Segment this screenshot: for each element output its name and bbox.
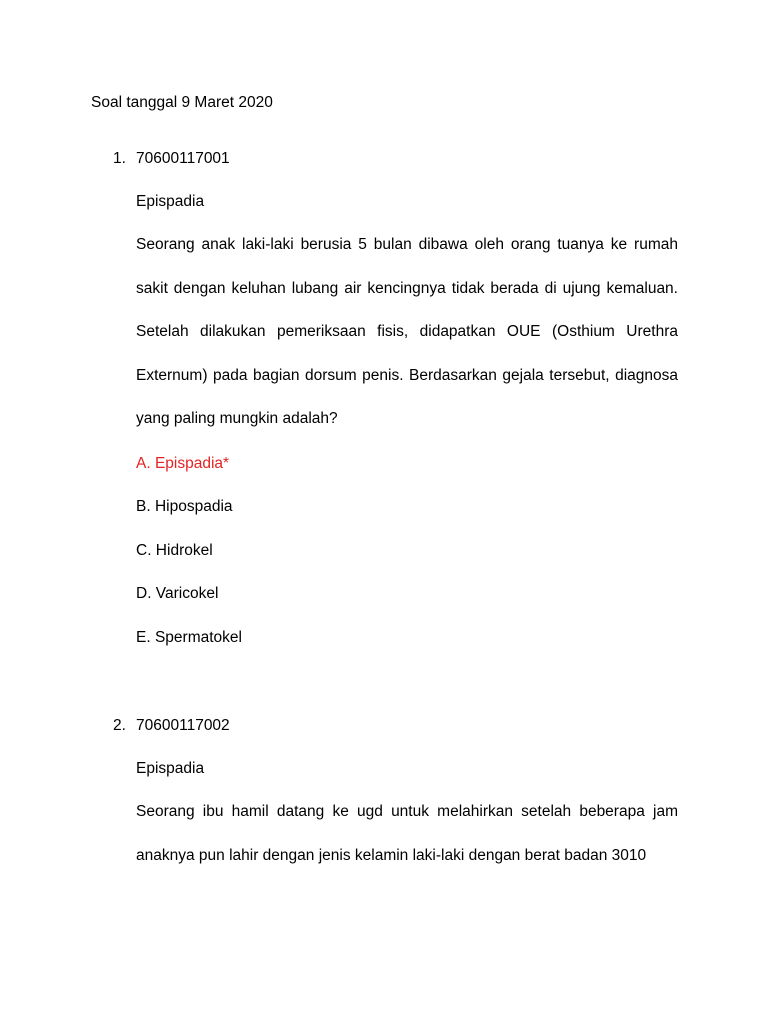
question-topic: Epispadia — [136, 760, 205, 777]
question-text: Seorang ibu hamil datang ke ugd untuk melahirkan setelah beberapa jam anaknya pun lahir dengan jenis kelamin laki-laki dengan berat badan 3010 — [136, 803, 678, 864]
question-topic: Epispadia — [136, 193, 205, 210]
question-code: 70600117002 — [136, 717, 230, 734]
document-title: Soal tanggal 9 Maret 2020 — [91, 94, 273, 111]
question-code: 70600117001 — [136, 150, 230, 167]
option-correct: A. Epispadia* — [136, 455, 230, 472]
question-text: Seorang anak laki-laki berusia 5 bulan dibawa oleh orang tuanya ke rumah sakit dengan keluhan lubang air kencingnya tidak berada di ujung kemaluan. Setelah dilakukan pemeriksaan fisis, didapatkan OUE (Osthium Urethra Externum) pada bagian dorsum penis. Berdasarkan gejala tersebut, diagnosa yang paling mungkin adalah? — [136, 236, 678, 428]
question-number: 1. — [113, 150, 126, 167]
option: B. Hipospadia — [136, 498, 233, 515]
question-number: 2. — [113, 717, 126, 734]
option: C. Hidrokel — [136, 542, 213, 559]
option: E. Spermatokel — [136, 629, 242, 646]
option: D. Varicokel — [136, 585, 219, 602]
